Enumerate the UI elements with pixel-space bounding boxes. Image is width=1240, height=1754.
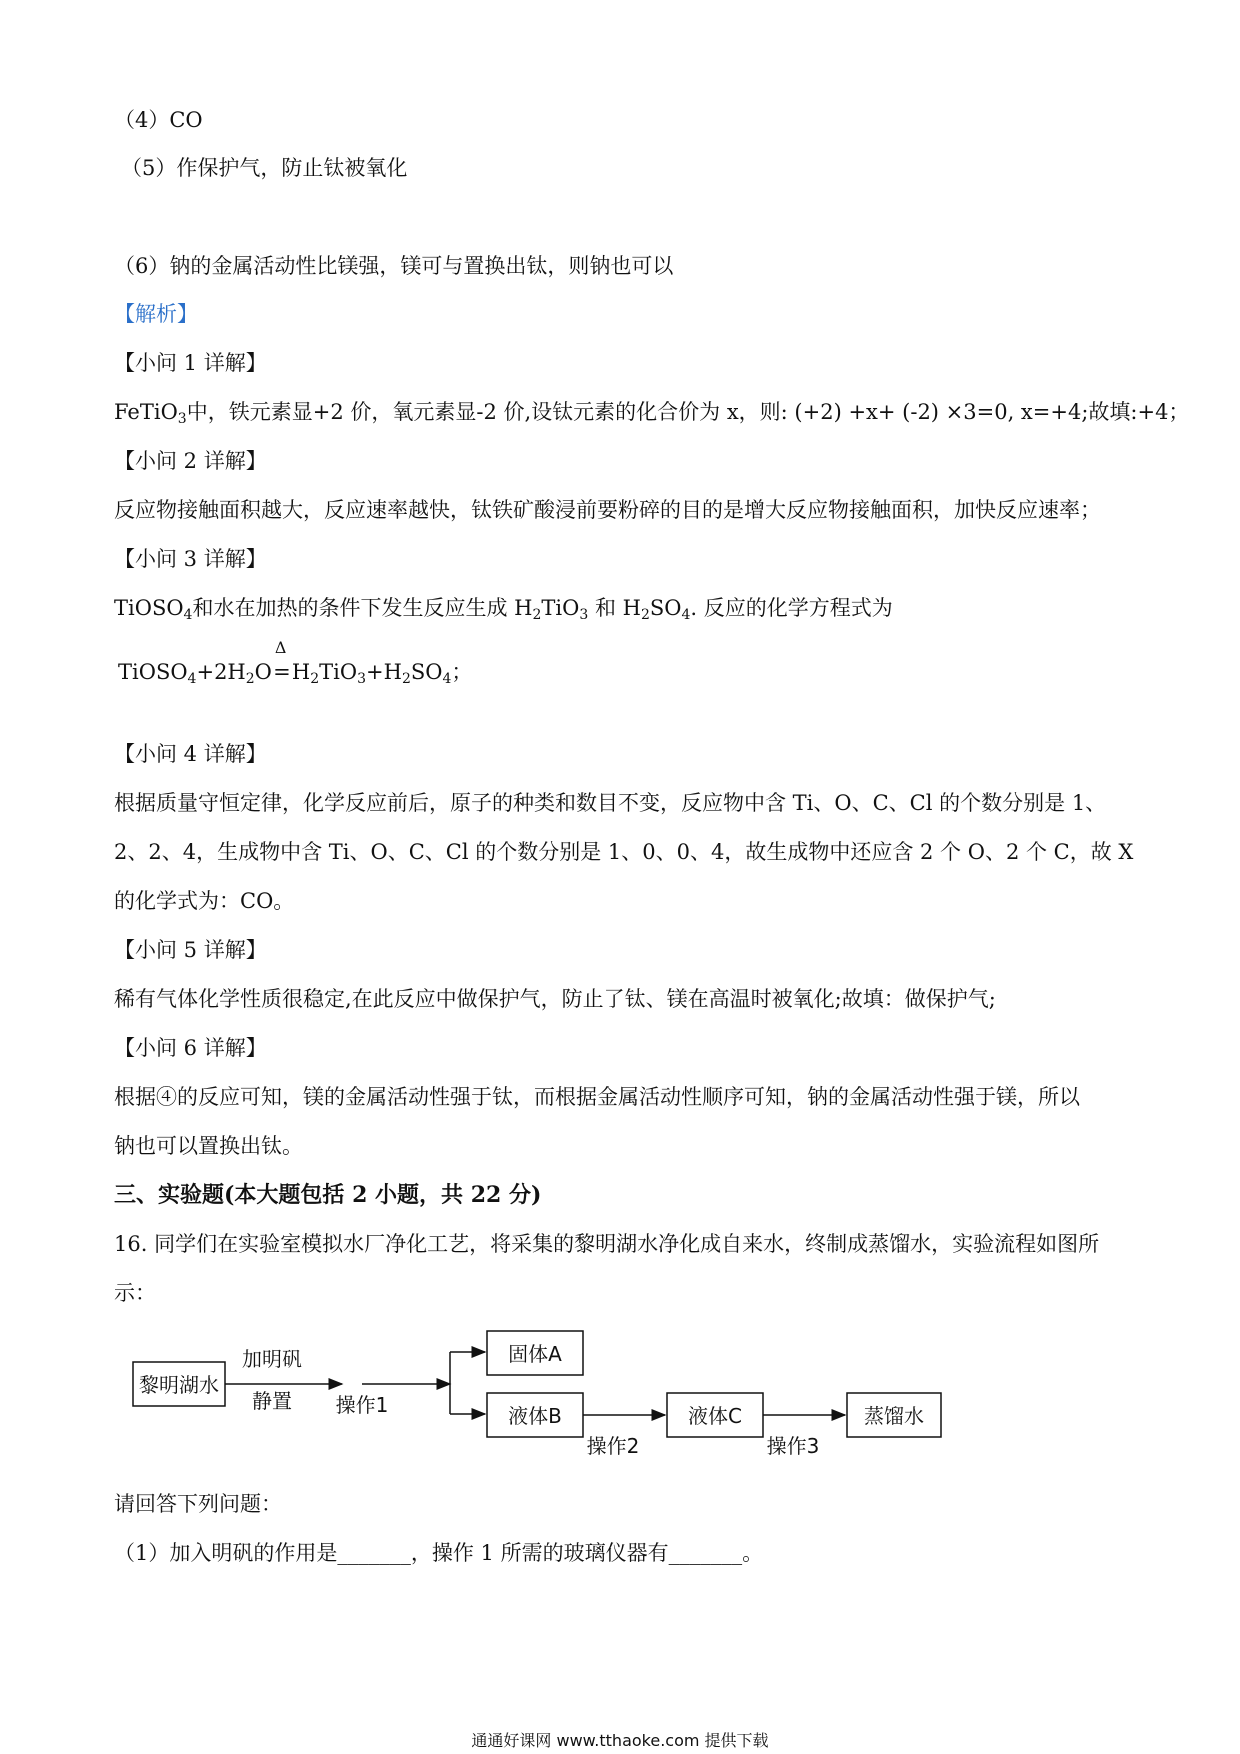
q1-answer: FeTiO$_3$中，铁元素显+2 价，氧元素显-2 价,设钛元素的化合价为 x，则: (+2) +x+ (-2) ×3=0, x=+4;故填:+4； (114, 400, 1190, 427)
label-start: 黎明湖水 (139, 1373, 219, 1397)
label-settle: 静置 (252, 1389, 292, 1413)
answer-4: （4）CO (114, 108, 203, 132)
label-distilled-water: 蒸馏水 (864, 1404, 924, 1428)
q2-answer: 反应物接触面积越大，反应速率越快，钛铁矿酸浸前要粉碎的目的是增大反应物接触面积，加快反应速率； (114, 498, 1101, 522)
analysis-heading: 【解析】 (114, 302, 198, 326)
q3-answer: TiOSO$_4$和水在加热的条件下发生反应生成 $H_2TiO_3$ 和 $H_2SO_4$. 反应的化学方程式为 (114, 596, 893, 623)
q4-heading: 【小问 4 详解】 (114, 742, 267, 766)
heat-equals-sign: Δ = (273, 638, 291, 684)
section-3-title: 三、实验题(本大题包括 2 小题，共 22 分) (114, 1182, 542, 1208)
q1-heading: 【小问 1 详解】 (114, 351, 267, 375)
label-op1: 操作1 (335, 1393, 389, 1417)
q16-text-line1: 16. 同学们在实验室模拟水厂净化工艺，将采集的黎明湖水净化成自来水，终制成蒸馏水，实验流程如图所 (114, 1232, 1100, 1256)
formula-fetio3: FeTiO$_3$ (114, 400, 187, 427)
label-solid-a: 固体A (508, 1342, 562, 1366)
q3-heading: 【小问 3 详解】 (114, 547, 267, 571)
q16-part1: （1）加入明矾的作用是_______，操作 1 所需的玻璃仪器有_______。 (114, 1541, 764, 1565)
q6-answer-line2: 钠也可以置换出钛。 (114, 1134, 303, 1158)
label-op3: 操作3 (766, 1434, 820, 1458)
q4-answer-line3: 的化学式为：CO。 (114, 889, 295, 913)
q4-answer-line2: 2、2、4，生成物中含 Ti、O、C、Cl 的个数分别是 1、0、0、4，故生成物中还应含 2 个 O、2 个 C，故 X (114, 840, 1134, 864)
answer-6: （6）钠的金属活动性比镁强，镁可与置换出钛，则钠也可以 (114, 254, 674, 278)
q16-text-line2: 示： (114, 1281, 156, 1305)
label-liquid-c: 液体C (688, 1404, 742, 1428)
questions-intro: 请回答下列问题： (114, 1492, 282, 1516)
answer-5: （5）作保护气，防止钛被氧化 (121, 156, 408, 180)
q5-answer: 稀有气体化学性质很稳定,在此反应中做保护气，防止了钛、镁在高温时被氧化;故填：做保护气; (114, 987, 996, 1011)
label-add-alum: 加明矾 (242, 1347, 302, 1371)
flowchart (130, 1322, 950, 1472)
q5-heading: 【小问 5 详解】 (114, 938, 267, 962)
chemical-equation: $TiOSO_4+2H_2O$ Δ $=H_2TiO_3+H_2SO_4$； (118, 638, 473, 687)
q6-heading: 【小问 6 详解】 (114, 1036, 267, 1060)
page-footer: 通通好课网 www.tthaoke.com 提供下载 (471, 1731, 769, 1750)
q4-answer-line1: 根据质量守恒定律，化学反应前后，原子的种类和数目不变，反应物中含 Ti、O、C、Cl 的个数分别是 1、 (114, 791, 1107, 815)
q2-heading: 【小问 2 详解】 (114, 449, 267, 473)
q6-answer-line1: 根据④的反应可知，镁的金属活动性强于钛，而根据金属活动性顺序可知，钠的金属活动性强于镁，所以 (114, 1085, 1080, 1109)
label-liquid-b: 液体B (508, 1404, 562, 1428)
label-op2: 操作2 (586, 1434, 640, 1458)
